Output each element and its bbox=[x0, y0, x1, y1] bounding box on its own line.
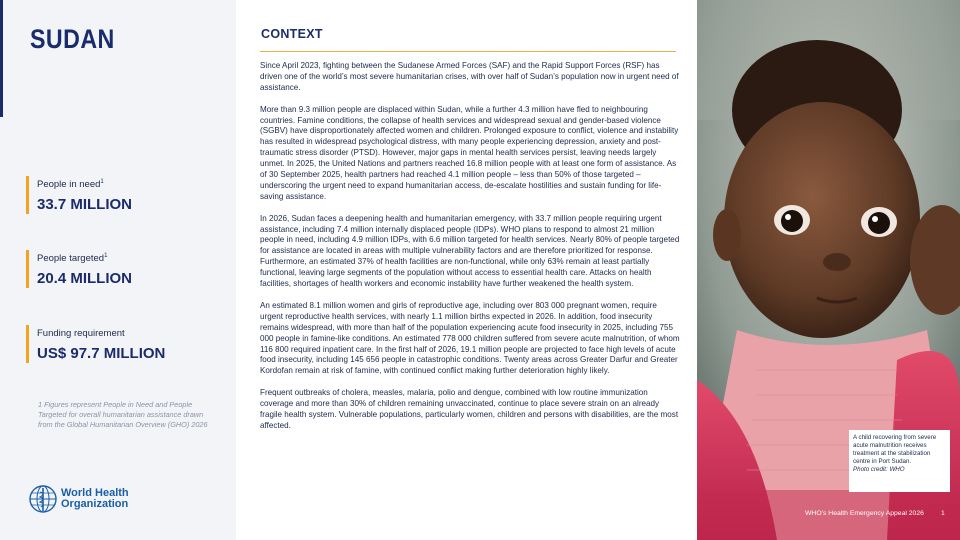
footer-title: WHO’s Health Emergency Appeal 2026 bbox=[805, 510, 924, 517]
caption-text: A child recovering from severe acute malnutrition receives treatment at the stabilization centre in Port Sudan. bbox=[853, 434, 937, 465]
stat-people-in-need bbox=[26, 176, 132, 214]
who-logo[interactable] bbox=[28, 484, 129, 514]
photo-caption bbox=[849, 430, 950, 492]
paragraph: Frequent outbreaks of cholera, measles, malaria, polio and dengue, combined with low routine immunization coverage and more than 30% of children remaining unvaccinated, continue to place severe strain on an already fragile health system. Vulnerable populations, particularly women, children and persons with disabilities, are the most affected. bbox=[260, 388, 679, 430]
stat-value: 20.4 MILLION bbox=[37, 270, 133, 288]
footnote: 1 Figures represent People in Need and People Targeted for overall humanitarian assistance drawn from the Global Humanitarian Overview (GHO) 2026 bbox=[38, 400, 208, 429]
stat-people-targeted bbox=[26, 250, 132, 288]
sidebar-accent-bar bbox=[0, 0, 3, 117]
context-heading: CONTEXT bbox=[261, 27, 323, 41]
sidebar bbox=[0, 0, 236, 540]
paragraph: Since April 2023, fighting between the Sudanese Armed Forces (SAF) and the Rapid Support Forces (RSF) has driven one of the world’s most severe humanitarian crises, with over half of Sudan’s population now in urgent need of assistance. bbox=[260, 61, 679, 92]
who-emblem-icon bbox=[28, 484, 58, 514]
stat-value: 33.7 MILLION bbox=[37, 196, 133, 214]
paragraph: In 2026, Sudan faces a deepening health and humanitarian emergency, with 33.7 million people requiring urgent assistance, including 7.4 million internally displaced people (IDPs). WHO plans to respond to almost 21 million people in need, including 4.9 million IDPs, with 6.6 million targeted for health services. Nearly 80% of people targeted for assistance are located in areas with multiple vulnerability factors and are therefore prioritized for response. Furthermore, an estimated 37% of health facilities are non-functional, while only 63% remain at least partially functional, leaving large segments of the population without access to essential health care. Attacks on health facilities, shortages of health workers and economic instability have further weakened the health system. bbox=[260, 213, 680, 289]
photo-credit: Photo credit: WHO bbox=[853, 466, 905, 473]
context-body bbox=[260, 61, 680, 443]
context-divider bbox=[260, 51, 676, 52]
stat-funding-requirement bbox=[26, 325, 165, 363]
who-logo-text: World Health Organization bbox=[61, 487, 129, 510]
paragraph: An estimated 8.1 million women and girls of reproductive age, including over 803 000 pregnant women, require urgent reproductive health services, with nearly 1.1 million births expected in 2026. In addition, food insecurity remains widespread, with more than half of the population experiencing acute food insecurity in 2025, including 755 000 people in famine-like conditions. An estimated 778 000 children suffered from severe acute malnutrition, of whom 116 800 required inpatient care. In the first half of 2026, 19.1 million people are projected to face high levels of acute food insecurity, including 145 656 people in catastrophic conditions. Twenty areas across Greater Darfur and Greater Kordofan remain at risk of famine, with continued conflict making further deterioration highly likely. bbox=[260, 300, 680, 376]
paragraph: More than 9.3 million people are displaced within Sudan, while a further 4.3 million have fled to neighbouring countries. Famine conditions, the collapse of health services and widespread sexual and gender-based violence (SGBV) have disproportionately affected women and children. Prolonged exposure to conflict, violence and instability has resulted in widespread psychological distress, with many people experiencing depression, anxiety and post-traumatic stress disorder (PTSD). However, major gaps in mental health services persist, leaving needs largely unmet. In 2025, the United Nations and partners reached 16.8 million people with at least one form of assistance. As of 30 September 2025, health partners had reached 4.1 million people – less than 50% of those targeted – underscoring the urgent need to expand humanitarian access, de-escalate hostilities and sustain funding for life-saving assistance. bbox=[260, 104, 679, 201]
page-number: 1 bbox=[941, 510, 945, 517]
stat-label: People targeted$^1$ bbox=[37, 253, 108, 265]
stat-value: US$ 97.7 MILLION bbox=[37, 345, 166, 363]
stat-label: People in need$^1$ bbox=[37, 179, 104, 191]
stat-label: Funding requirement bbox=[37, 328, 125, 340]
country-title: SUDAN bbox=[30, 24, 115, 54]
